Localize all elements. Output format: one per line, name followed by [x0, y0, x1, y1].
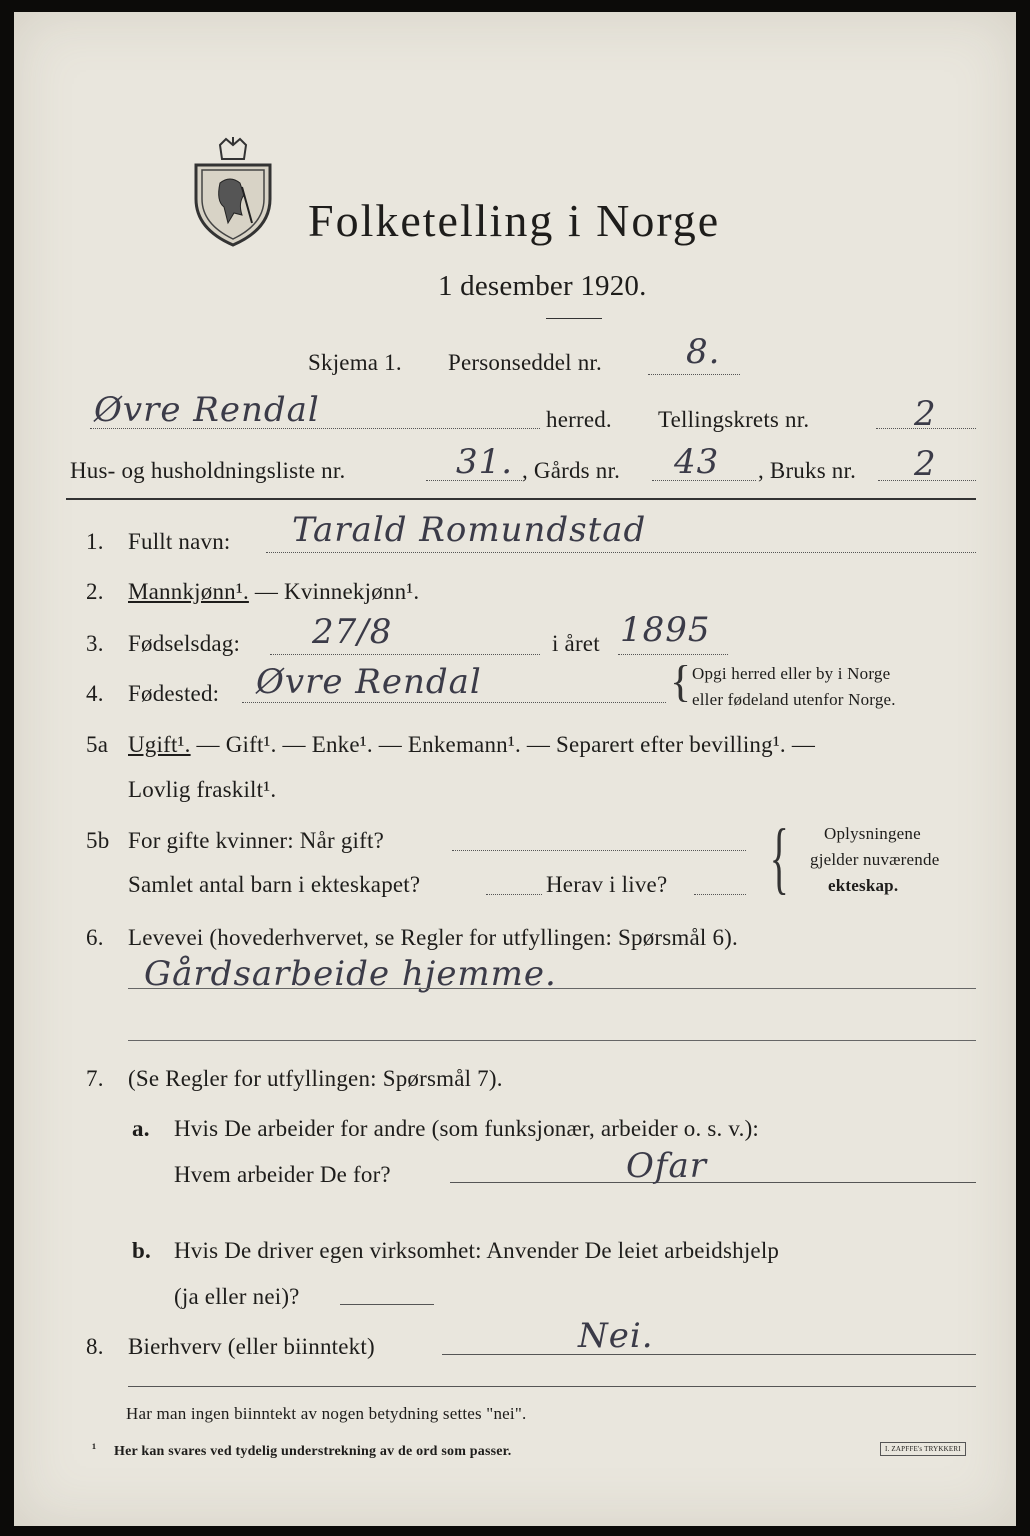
q2-gender — [128, 579, 419, 605]
full-name-value[interactable]: Tarald Romundstad — [292, 510, 647, 550]
tellingskrets-value[interactable]: 2 — [914, 394, 937, 434]
q5b-label-2: Samlet antal barn i ekteskapet? — [128, 872, 421, 897]
birthyear-value[interactable]: 1895 — [620, 610, 711, 650]
tellingskrets-label: Tellingskrets nr. — [658, 407, 810, 432]
skjema-label: Skjema 1. — [308, 350, 402, 375]
gender-male-option[interactable]: Mannkjønn¹. — [128, 579, 249, 604]
q5b-note-2: gjelder nuværende — [810, 850, 940, 869]
footnote: Her kan svares ved tydelig understrekning av de ord som passer. — [114, 1444, 512, 1459]
header-divider — [66, 498, 976, 500]
q4-note-1: Opgi herred eller by i Norge — [692, 664, 891, 683]
title-divider — [546, 318, 602, 319]
personseddel-label: Personseddel nr. — [448, 350, 602, 375]
herred-value[interactable]: Øvre Rendal — [94, 390, 320, 430]
q7-label: (Se Regler for utfyllingen: Spørsmål 7). — [128, 1066, 503, 1091]
footer-note: Har man ingen biinntekt av nogen betydning settes "nei". — [126, 1404, 527, 1423]
herred-label: herred. — [546, 407, 612, 432]
personseddel-value[interactable]: 8. — [686, 332, 721, 372]
hus-value[interactable]: 31. — [456, 442, 514, 482]
bruks-label: , Bruks nr. — [758, 458, 857, 483]
q8-label: Bierhverv (eller biinntekt) — [128, 1334, 375, 1359]
q5b-note-1: Oplysningene — [824, 824, 921, 843]
birthdate-value[interactable]: 27/8 — [312, 612, 393, 652]
printer-stamp: I. ZAPFFE's TRYKKERI — [880, 1442, 966, 1456]
q5b-label-1: For gifte kvinner: Når gift? — [128, 828, 384, 853]
q3-label: Fødselsdag: — [128, 631, 241, 656]
employer-value[interactable]: Ofar — [626, 1146, 707, 1186]
q5b-note-3: ekteskap. — [828, 876, 899, 895]
coat-of-arms-icon — [190, 137, 276, 247]
q2-number: 2. — [86, 579, 104, 604]
footnote-mark: ¹ — [92, 1442, 97, 1457]
q7-number: 7. — [86, 1066, 104, 1091]
q3-number: 3. — [86, 631, 104, 656]
q5b-number: 5b — [86, 828, 110, 853]
q7b-question: (ja eller nei)? — [174, 1284, 300, 1309]
q5a-options — [128, 732, 815, 758]
q7a-question: Hvem arbeider De for? — [174, 1162, 391, 1187]
year-label: i året — [552, 631, 600, 656]
q4-label: Fødested: — [128, 681, 220, 706]
q1-label: Fullt navn: — [128, 529, 231, 554]
status-other-options[interactable]: — Gift¹. — Enke¹. — Enkemann¹. — Separert efter bevilling¹. — — [190, 732, 816, 757]
q1-number: 1. — [86, 529, 104, 554]
q7a-text: Hvis De arbeider for andre (som funksjonær, arbeider o. s. v.): — [174, 1116, 760, 1141]
bruks-value[interactable]: 2 — [914, 444, 937, 484]
q5a-number: 5a — [86, 732, 109, 757]
q4-number: 4. — [86, 681, 104, 706]
side-income-value[interactable]: Nei. — [578, 1316, 654, 1356]
q7b-text: Hvis De driver egen virksomhet: Anvender De leiet arbeidshjelp — [174, 1238, 780, 1263]
q6-label: Levevei (hovederhvervet, se Regler for utfyllingen: Spørsmål 6). — [128, 925, 738, 950]
q6-number: 6. — [86, 925, 104, 950]
gards-value[interactable]: 43 — [674, 442, 720, 482]
hus-label: Hus- og husholdningsliste nr. — [70, 458, 346, 483]
q4-note-2: eller fødeland utenfor Norge. — [692, 690, 896, 709]
census-date: 1 desember 1920. — [438, 270, 647, 302]
q5b-label-3: Herav i live? — [546, 872, 668, 897]
q5a-line2[interactable]: Lovlig fraskilt¹. — [128, 777, 277, 802]
gards-label: , Gårds nr. — [522, 458, 621, 483]
q7b-letter: b. — [132, 1238, 151, 1263]
birthplace-value[interactable]: Øvre Rendal — [256, 662, 482, 702]
page-title: Folketelling i Norge — [308, 195, 721, 246]
census-form-page: Folketelling i Norge 1 desember 1920. Skjema 1. Personseddel nr. 8. Øvre Rendal herred. Tellingskrets nr. 2 Hus- og husholdningsliste nr. 31. , Gårds nr. 43 , Bruks nr. 2 1. Fullt navn: Tarald Romundstad 2. Mannkjønn¹. — Kvinnekjønn¹. 3. Fødselsdag: 27/8 i året 1895 4. Fødested: Øvre Rendal { Opgi herred eller by i Norge eller fødeland utenfor Norge. 5a Ugift¹. — Gift¹. — Enke¹. — Enkemann¹. — Separert efter bevilling¹. — Lovlig fraskilt¹. 5b For gifte kvinner: Når gift? Samlet antal barn i ekteskapet? Herav i live? { Oplysningene gjelder nuværende ekteskap. 6. Levevei (hovederhvervet, se Regler for utfyllingen: Spørsmål 6). Gårdsarbeide hjemme. 7. (Se Regler for utfyllingen: Spørsmål 7). a. Hvis De arbeider for andre (som funksjonær, arbeider o. s. v.): Hvem arbeider De for? Ofar b. Hvis De driver egen virksomhet: Anvender De leiet arbeidshjelp (ja eller nei)? 8. Bierhverv (eller biinntekt) Nei. Har man ingen biinntekt av nogen betydning settes "nei". ¹ Her kan svares ved tydelig understrekning av de ord som passer. I. ZAPFFE's TRYKKERI — [14, 12, 1016, 1526]
gender-female-option[interactable]: — Kvinnekjønn¹. — [248, 579, 420, 604]
q8-number: 8. — [86, 1334, 104, 1359]
occupation-value[interactable]: Gårdsarbeide hjemme. — [144, 954, 557, 994]
q7a-letter: a. — [132, 1116, 150, 1141]
status-ugift-option[interactable]: Ugift¹. — [128, 732, 191, 757]
